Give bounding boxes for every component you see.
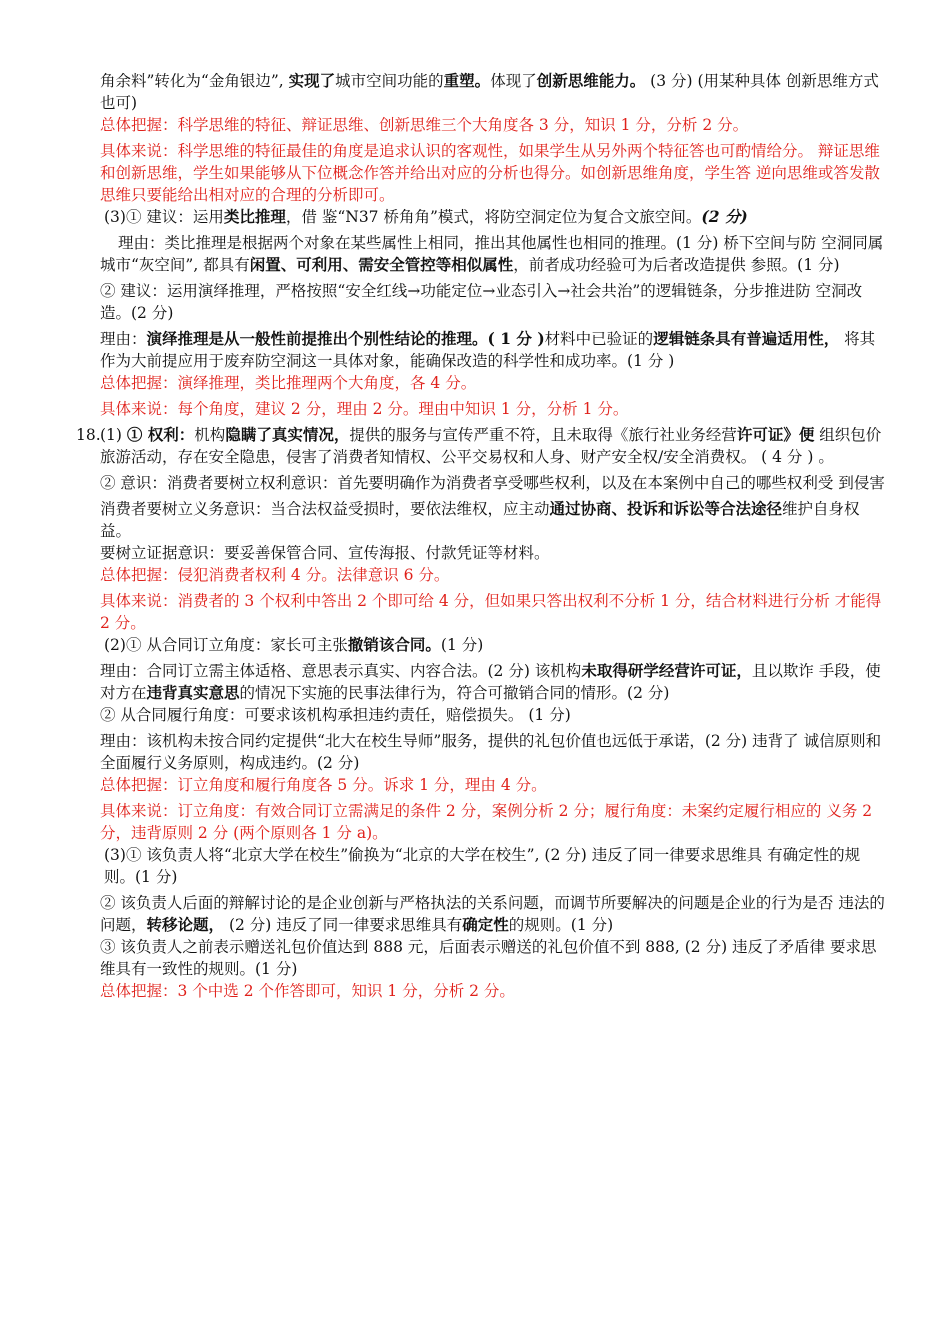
bold-segment: ① 权利： xyxy=(126,425,195,444)
bold-segment: 创新思维能力。 xyxy=(536,71,646,90)
text-segment: ，借 鉴“N37 桥角角”模式，将防空洞定位为复合文旅空间。 xyxy=(285,208,702,226)
bold-segment: 实现了 xyxy=(288,71,336,90)
text-segment: (3 分) (用某种具体 创新思维方式也可) xyxy=(100,72,879,112)
q3-law-of-identity-1: (3)① 该负责人将“北京大学在校生”偷换为“北京的大学在校生”, (2 分) 违反了同一律要求思维具 有确定性的规则。(1 分) xyxy=(104,846,861,886)
overall-grading-note: 总体把握：侵犯消费者权利 4 分。法律意识 6 分。 xyxy=(100,566,450,584)
specific-grading-note: 具体来说：每个角度，建议 2 分，理由 2 分。理由中知识 1 分，分析 1 分。 xyxy=(100,400,629,418)
specific-grading-note: 具体来说：科学思维的特征最佳的角度是追求认识的客观性，如果学生从另外两个特征答也可酌情给分。 辩证思维和创新思维，学生如果能够从下位概念作答并给出对应的分析也得分。如创新思维角度，学生答 逆向思维或答发散思维只要能给出相对应的合理的分析即可。 xyxy=(100,142,880,204)
bold-segment: 类比推理 xyxy=(223,207,286,226)
q18-awareness-duty xyxy=(100,498,890,542)
bold-segment: 确定性 xyxy=(462,915,509,934)
text-segment: 体现了 xyxy=(490,72,537,90)
text-segment: 消费者要树立义务意识：当合法权益受损时，要依法维权，应主动 xyxy=(100,500,550,518)
creative-thinking-answer xyxy=(100,70,890,114)
text-segment: 组织包价旅游活动，存在安全隐患，侵害了消费者知情权、公平交易权和人身、财产安全权/安全消费权。 ( 4 分 ) 。 xyxy=(100,426,882,466)
q18-awareness-evidence: 要树立证据意识：要妥善保管合同、宣传海报、付款凭证等材料。 xyxy=(100,544,550,562)
overall-grading-note: 总体把握：订立角度和履行角度各 5 分。诉求 1 分，理由 4 分。 xyxy=(100,776,547,794)
text-segment: (1) xyxy=(100,426,127,444)
q3-suggestion-analogy xyxy=(100,206,890,228)
overall-grading-note: 总体把握：科学思维的特征、辩证思维、创新思维三个大角度各 3 分，知识 1 分，分析 2 分。 xyxy=(100,116,749,134)
text-segment: 理由：类比推理是根据两个对象在某些属性上相同，推出其他属性也相同的推理。(1 分) 桥下空间与防 空洞同属城市“灰空间”, 都具有 xyxy=(100,234,884,274)
text-segment: 材料中已验证的 xyxy=(544,330,654,348)
q3-reason-deduction xyxy=(100,328,890,372)
text-segment: 维护自身权益。 xyxy=(100,500,860,540)
bold-segment: 撤销该合同。 xyxy=(347,635,441,654)
q18-rights-answer xyxy=(100,424,890,468)
q2-contract-formation xyxy=(100,634,890,656)
text-segment: 将其作为大前提应用于废弃防空洞这一具体对象，能确保改造的科学性和成功率。(1 分 ) xyxy=(100,330,876,370)
score-segment: (2 分) xyxy=(701,207,748,226)
specific-grading-note: 具体来说：订立角度：有效合同订立需满足的条件 2 分，案例分析 2 分；履行角度：未案约定履行相应的 义务 2 分，违背原则 2 分 (两个原则各 1 分 a)。 xyxy=(100,802,873,842)
text-segment: 且以欺诈 手段，使对方在 xyxy=(100,662,881,702)
bold-segment: 闲置、可利用、需安全管控等相似属性 xyxy=(249,255,514,274)
text-segment: (3)① 建议：运用 xyxy=(104,208,224,226)
bold-segment: 许可证》便 xyxy=(736,425,815,444)
q18-awareness-rights: ② 意识：消费者要树立权利意识：首先要明确作为消费者享受哪些权利，以及在本案例中自己的哪些权利受 到侵害 xyxy=(100,474,885,492)
bold-segment: 违背真实意思 xyxy=(146,683,240,702)
text-segment: ，前者成功经验可为后者改造提供 参照。(1 分) xyxy=(513,256,840,274)
text-segment: 角余料”转化为“金角银边”, xyxy=(100,72,289,90)
q3-law-of-contradiction: ③ 该负责人之前表示赠送礼包价值达到 888 元，后面表示赠送的礼包价值不到 888, (2 分) 违反了矛盾律 要求思维具有一致性的规则。(1 分) xyxy=(100,938,877,978)
text-segment: (2)① 从合同订立角度：家长可主张 xyxy=(104,636,348,654)
text-segment: (1 分) xyxy=(440,636,484,654)
text-segment: 提供的服务与宣传严重不符，且未取得《旅行社业务经营 xyxy=(349,426,737,444)
answer-key-page xyxy=(76,70,890,1002)
bold-segment: 隐瞒了真实情况， xyxy=(225,425,350,444)
specific-grading-note: 具体来说：消费者的 3 个权利中答出 2 个即可给 4 分，但如果只答出权利不分析 1 分，结合材料进行分析 才能得 2 分。 xyxy=(100,592,882,632)
text-segment: ② 该负责人后面的辩解讨论的是企业创新与严格执法的关系问题，而调节所要解决的问题是企业的行为是否 违法的问题， xyxy=(100,894,885,934)
text-segment: (2 分) 违反了同一律要求思维具有 xyxy=(224,916,463,934)
text-segment: 理由：合同订立需主体适格、意思表示真实、内容合法。(2 分) 该机构 xyxy=(100,662,582,680)
bold-segment: 重塑。 xyxy=(443,71,491,90)
q3-suggestion-deduction: ② 建议：运用演绎推理，严格按照“安全红线→功能定位→业态引入→社会共治”的逻辑链条，分步推进防 空洞改造。(2 分) xyxy=(100,282,863,322)
q3-reason-analogy xyxy=(100,232,890,276)
text-segment: 机构 xyxy=(194,426,226,444)
bold-segment: 通过协商、投诉和诉讼等合法途径 xyxy=(549,499,783,518)
q3-law-of-identity-2 xyxy=(100,892,890,936)
bold-segment: 演绎推理是从一般性前提推出个别性结论的推理。( 1 分 ) xyxy=(146,329,545,348)
q2-contract-performance: ② 从合同履行角度：可要求该机构承担违约责任，赔偿损失。 (1 分) xyxy=(100,706,571,724)
text-segment: 城市空间功能的 xyxy=(335,72,444,90)
bold-segment: 转移论题， xyxy=(146,915,225,934)
text-segment: 的规则。(1 分) xyxy=(508,916,614,934)
q2-performance-reason: 理由：该机构未按合同约定提供“北大在校生导师”服务，提供的礼包价值也远低于承诺，(2 分) 违背了 诚信原则和全面履行义务原则，构成违约。(2 分) xyxy=(100,732,882,772)
bold-segment: 未取得研学经营许可证， xyxy=(581,661,752,680)
question-18 xyxy=(76,424,890,468)
text-segment: 的情况下实施的民事法律行为，符合可撤销合同的情形。(2 分) xyxy=(239,684,670,702)
overall-grading-note: 总体把握：演绎推理，类比推理两个大角度，各 4 分。 xyxy=(100,374,477,392)
bold-segment: 逻辑链条具有普遍适用性， xyxy=(653,329,840,348)
overall-grading-note: 总体把握：3 个中选 2 个作答即可，知识 1 分，分析 2 分。 xyxy=(100,982,515,1000)
question-number: 18. xyxy=(76,426,101,444)
q2-formation-reason xyxy=(100,660,890,704)
text-segment: 理由： xyxy=(100,330,147,348)
